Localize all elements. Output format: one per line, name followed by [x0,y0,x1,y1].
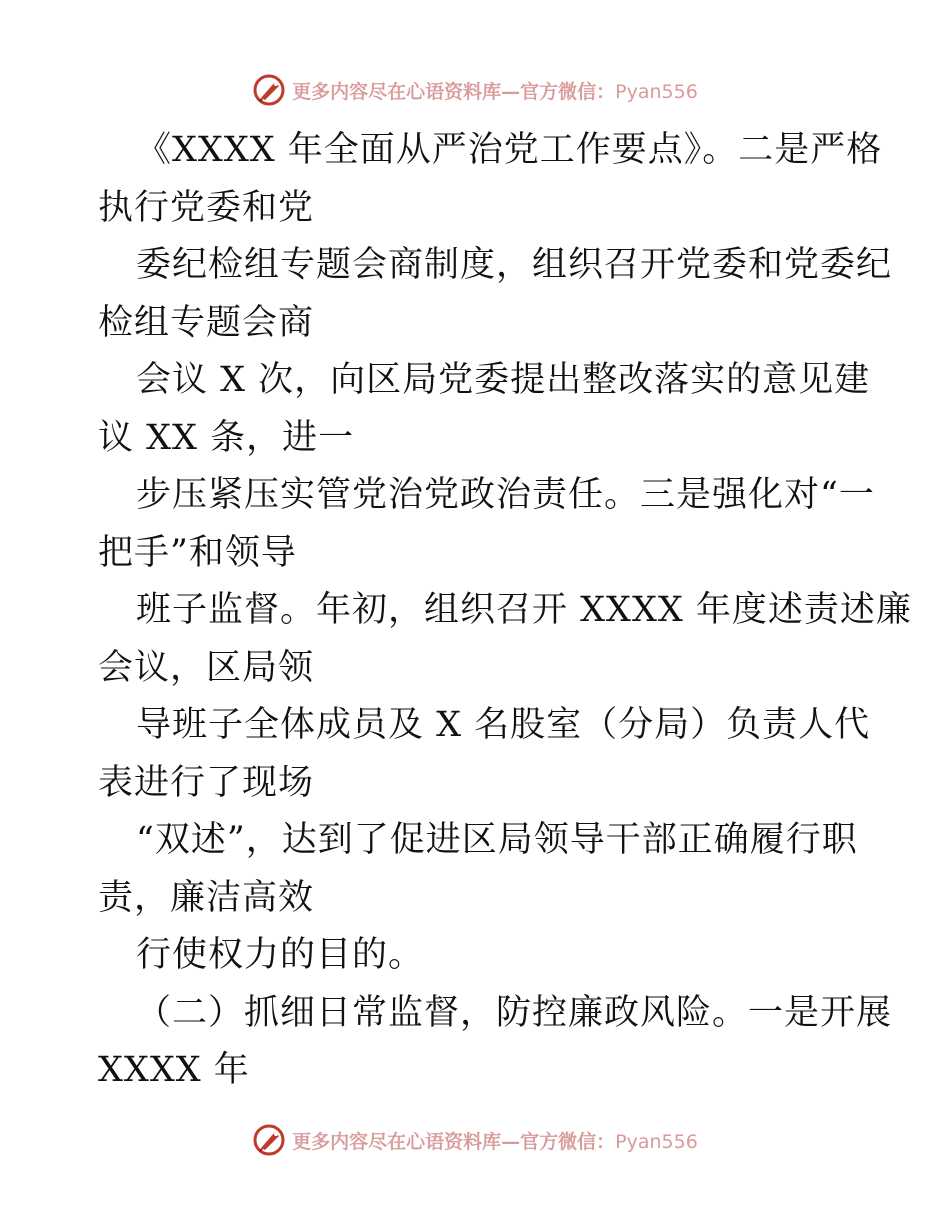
banner-text: 更多内容尽在心语资料库—官方微信：Pyan556 [292,1130,698,1153]
body-line: （二）抓细日常监督，防控廉政风险。一是开展 [136,992,893,1033]
body-line: 《XXXX 年全面从严治党工作要点》。二是严格 [136,130,883,170]
body-line: 会议，区局领 [98,647,315,688]
banner-text: 更多内容尽在心语资料库—官方微信：Pyan556 [292,80,698,103]
body-line: 会议 X 次，向区局党委提出整改落实的意见建 [136,360,871,400]
body-line: 把手”和领导 [98,532,297,573]
body-line: 议 XX 条，进一 [98,417,355,458]
body-line: 班子监督。年初，组织召开 XXXX 年度述责述廉 [136,590,912,630]
body-line: 责，廉洁高效 [98,877,315,918]
document-body [98,122,912,1100]
banner-handle: Pyan556 [615,1130,698,1153]
body-line: 表进行了现场 [98,762,315,803]
banner-handle: Pyan556 [615,80,698,103]
pen-logo-icon [252,1123,286,1157]
body-line: 检组专题会商 [98,302,315,343]
header-watermark-banner [0,70,950,110]
body-line: 导班子全体成员及 X 名股室（分局）负责人代 [136,705,871,745]
body-line: 执行党委和党 [98,187,315,228]
body-line: XXXX 年 [98,1050,250,1090]
body-line: 行使权力的目的。 [136,935,425,975]
body-line: 步压紧压实管党治党政治责任。三是强化对“一 [136,475,875,515]
footer-watermark-banner [0,1120,950,1160]
body-line: “双述”，达到了促进区局领导干部正确履行职 [136,820,858,860]
pen-logo-icon [252,73,286,107]
body-line: 委纪检组专题会商制度，组织召开党委和党委纪 [136,245,893,285]
